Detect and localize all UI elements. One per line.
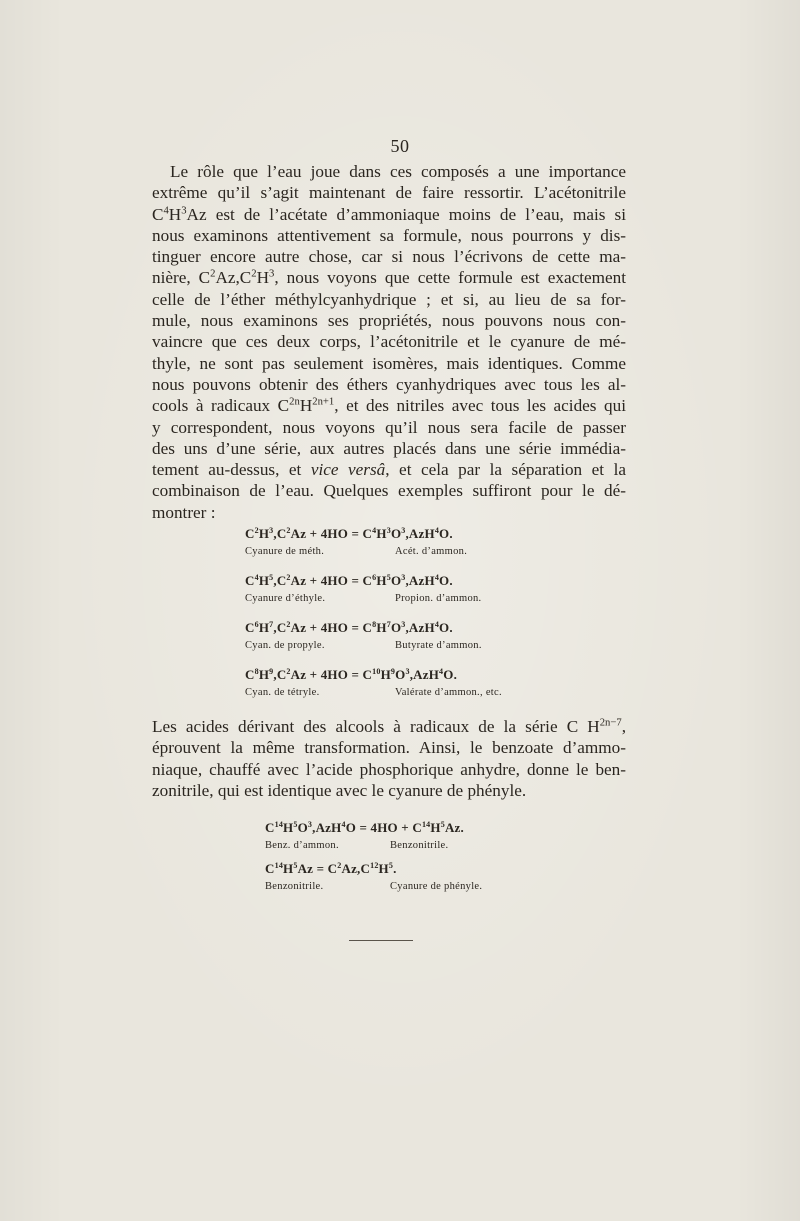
- text-line: nous examinons attentivement sa formule, nous pourrons y dis-: [152, 225, 626, 245]
- paragraph-introduction: [152, 161, 626, 523]
- formula-group-benzonitrile: [265, 820, 585, 902]
- formula-label-right: Valérate d’ammon., etc.: [395, 687, 502, 698]
- formula-label-right: Butyrate d’ammon.: [395, 640, 482, 651]
- text-line: des uns d’une série, aux autres placés dans une série immédia-: [152, 438, 626, 458]
- paragraph-benzonitrile: [152, 716, 626, 801]
- formula-labels: [245, 593, 565, 604]
- text-line: tinguer encore autre chose, car si nous l’écrivons de cette ma-: [152, 247, 626, 267]
- formula-block: [245, 526, 565, 573]
- text-line: montrer :: [152, 502, 216, 522]
- formula-label-left: Benzonitrile.: [265, 881, 324, 892]
- formula-labels: [245, 546, 565, 557]
- text-line: thyle, ne sont pas seulement isomères, mais identiques. Comme: [152, 353, 626, 373]
- chemical-equation: $C^8H^9,C^2Az + 4HO = C^{10}H^9O^3,AzH^4O$.: [245, 667, 458, 682]
- text-line: Le rôle que l’eau joue dans ces composés a une importance: [170, 162, 626, 181]
- text-line: mule, nous examinons ses propriétés, nous pouvons nous con-: [152, 311, 626, 331]
- chemical-equation: $C^6H^7,C^2Az + 4HO = C^8H^7O^3,AzH^4O$.: [245, 620, 453, 635]
- formula-label-left: Cyan. de tétryle.: [245, 687, 320, 698]
- text-line: Les acides dérivant des alcools à radicaux de la série C $H^{2n-7}$,: [152, 717, 626, 736]
- formula-label-right: Propion. d’ammon.: [395, 593, 482, 604]
- text-line: zonitrile, qui est identique avec le cyanure de phényle.: [152, 780, 527, 800]
- text-line: celle de l’éther méthylcyanhydrique ; et si, au lieu de sa for-: [152, 289, 626, 309]
- formula-labels: [265, 840, 585, 851]
- text-line: éprouvent la même transformation. Ainsi, le benzoate d’ammo-: [152, 738, 626, 758]
- chemical-equation: $C^2H^3,C^2Az + 4HO = C^4H^3O^3,AzH^4O$.: [245, 526, 453, 541]
- text-line: niaque, chauffé avec l’acide phosphorique anhydre, donne le ben-: [152, 759, 626, 779]
- text-line: extrême qu’il s’agit maintenant de faire ressortir. L’acétonitrile: [152, 183, 626, 203]
- formula-label-left: Benz. d’ammon.: [265, 840, 339, 851]
- text-line: nière, $C^2Az,C^2H^3$, nous voyons que cette formule est exactement: [152, 268, 626, 288]
- formula-labels: [245, 640, 565, 651]
- formula-label-right: Acét. d’ammon.: [395, 546, 468, 557]
- text-line: tement au-dessus, et vice versâ, et cela par la séparation et la: [152, 460, 626, 480]
- text-line: $C^4H^3Az$ est de l’acétate d’ammoniaque moins de l’eau, mais si: [152, 204, 626, 224]
- chemical-equation: $C^{14}H^5Az = C^2Az,C^{12}H^5$.: [265, 861, 397, 876]
- formula-block: [265, 820, 585, 861]
- formula-group-nitriles: [245, 526, 565, 714]
- formula-block: [245, 620, 565, 667]
- formula-block: [245, 573, 565, 620]
- formula-block: [265, 861, 585, 902]
- formula-label-left: Cyan. de propyle.: [245, 640, 325, 651]
- chemical-equation: $C^{14}H^5O^3,AzH^4O = 4HO + C^{14}H^5Az$.: [265, 820, 464, 835]
- text-line: vaincre que ces deux corps, l’acétonitrile et le cyanure de mé-: [152, 332, 626, 352]
- text-line: combinaison de l’eau. Quelques exemples suffiront pour le dé-: [152, 481, 626, 501]
- closing-rule: [349, 940, 413, 941]
- formula-label-right: Cyanure de phényle.: [390, 881, 483, 892]
- formula-label-left: Cyanure de méth.: [245, 546, 325, 557]
- chemical-equation: $C^4H^5,C^2Az + 4HO = C^6H^5O^3,AzH^4O$.: [245, 573, 453, 588]
- formula-label-right: Benzonitrile.: [390, 840, 449, 851]
- text-line: y correspondent, nous voyons qu’il nous sera facile de passer: [152, 417, 626, 437]
- formula-labels: [245, 687, 565, 698]
- formula-block: [245, 667, 565, 714]
- formula-labels: [265, 881, 585, 892]
- formula-label-left: Cyanure d’éthyle.: [245, 593, 326, 604]
- text-line: cools à radicaux $C^{2n}H^{2n+1}$, et des nitriles avec tous les acides qui: [152, 396, 626, 416]
- text-line: nous pouvons obtenir des éthers cyanhydriques avec tous les al-: [152, 374, 626, 394]
- page-number: 50: [390, 136, 410, 156]
